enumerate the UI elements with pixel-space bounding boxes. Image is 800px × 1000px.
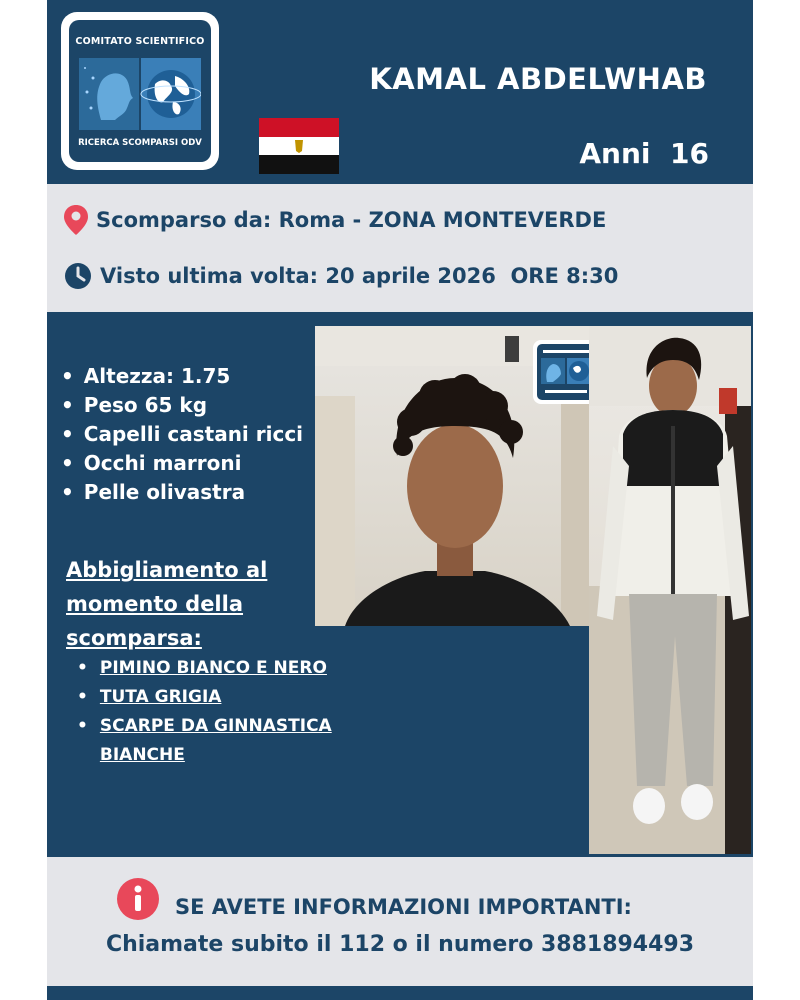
logo-bottom-text: RICERCA SCOMPARSI ODV bbox=[78, 138, 202, 148]
portrait-photo bbox=[315, 326, 589, 626]
physical-details-list bbox=[61, 362, 303, 507]
clothing-item: • TUTA GRIGIA bbox=[77, 683, 347, 712]
watermark-logo bbox=[533, 340, 589, 404]
missing-from-text: Scomparso da: Roma - ZONA MONTEVERDE bbox=[96, 208, 607, 232]
head-globe-icon bbox=[79, 58, 201, 130]
full-body-photo bbox=[589, 326, 751, 854]
clothing-list bbox=[77, 654, 347, 770]
missing-info-band bbox=[47, 184, 753, 312]
contact-call: Chiamate subito il 112 o il numero 3881894493 bbox=[105, 932, 695, 957]
detail-hair: • Capelli castani ricci bbox=[61, 420, 303, 449]
detail-eyes: • Occhi marroni bbox=[61, 449, 303, 478]
last-seen-row bbox=[64, 262, 618, 290]
clothing-item: • SCARPE DA GINNASTICA BIANCHE bbox=[77, 712, 347, 770]
person-age: Anni 16 bbox=[579, 137, 709, 170]
last-seen-text: Visto ultima volta: 20 aprile 2026 ORE 8:30 bbox=[100, 264, 619, 288]
clothing-item: • PIMINO BIANCO E NERO bbox=[77, 654, 347, 683]
detail-height: • Altezza: 1.75 bbox=[61, 362, 303, 391]
detail-weight: • Peso 65 kg bbox=[61, 391, 303, 420]
organization-logo bbox=[61, 12, 219, 170]
logo-top-text: COMITATO SCIENTIFICO bbox=[75, 36, 205, 47]
missing-from-row bbox=[64, 205, 606, 235]
clothing-title: Abbigliamento al momento della scomparsa: bbox=[66, 558, 268, 650]
clock-icon bbox=[64, 262, 92, 290]
detail-skin: • Pelle olivastra bbox=[61, 478, 303, 507]
egypt-flag-icon bbox=[259, 118, 339, 174]
contact-band bbox=[47, 857, 753, 986]
missing-person-poster bbox=[47, 0, 753, 1000]
location-pin-icon bbox=[64, 205, 88, 235]
contact-alert: SE AVETE INFORMAZIONI IMPORTANTI: bbox=[175, 895, 632, 919]
person-name: KAMAL ABDELWHAB bbox=[369, 62, 707, 96]
info-icon bbox=[117, 878, 159, 920]
